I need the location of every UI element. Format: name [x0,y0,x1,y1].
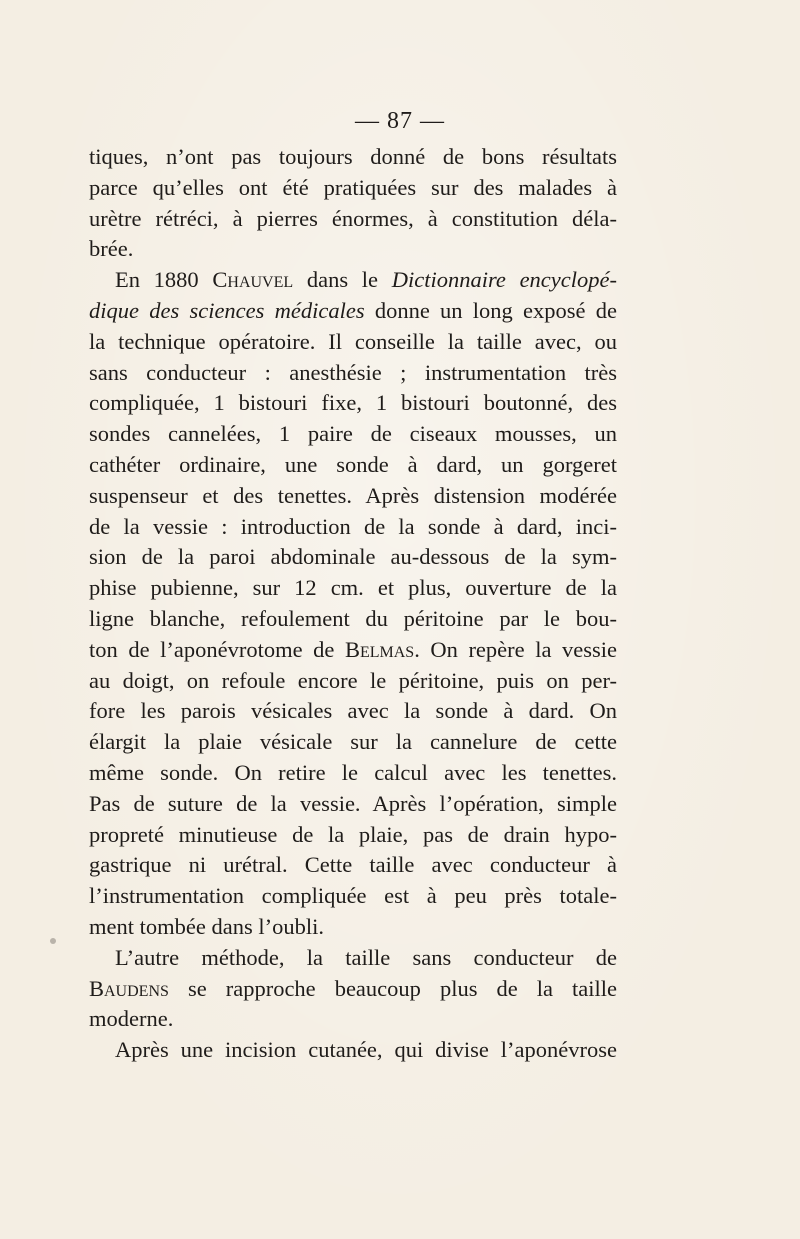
text-line [89,204,617,235]
text-line [89,604,617,635]
line-text: Après une incision cutanée, qui divise l’aponévrose [115,1037,617,1063]
text-line [89,265,617,296]
line-text: brée. [89,236,134,262]
text-line [89,573,617,604]
text-line [89,635,617,666]
text-line [89,881,617,912]
text-line [89,542,617,573]
line-text: sondes cannelées, 1 paire de ciseaux mousses, un [89,421,617,447]
text-line [89,696,617,727]
line-text: se rapproche beaucoup plus de la taille [168,975,617,1001]
line-text: au doigt, on refoule encore le péritoine, puis on per- [89,667,617,693]
line-text: Pas de suture de la vessie. Après l’opération, simple [89,790,617,816]
line-text: moderne. [89,1006,174,1032]
paper-speck [50,938,56,944]
line-text: même sonde. On retire le calcul avec les tenettes. [89,759,617,785]
text-line [89,327,617,358]
line-text: ment tombée dans l’oubli. [89,913,324,939]
text-line [89,912,617,943]
author-name: Chauvel [212,267,294,293]
line-text: sans conducteur : anesthésie ; instrumentation très [89,359,617,385]
text-line [89,820,617,851]
line-text: En 1880 [115,267,213,293]
line-text: ligne blanche, refoulement du péritoine par le bou- [89,605,617,631]
line-text: sion de la paroi abdominale au-dessous de la sym- [89,544,617,570]
text-line [89,789,617,820]
line-text: phise pubienne, sur 12 cm. et plus, ouverture de la [89,575,617,601]
line-text: compliquée, 1 bistouri fixe, 1 bistouri boutonné, des [89,390,617,416]
text-line [89,296,617,327]
text-line [89,1004,617,1035]
line-text: suspenseur et des tenettes. Après distension modérée [89,482,617,508]
line-text: tiques, n’ont pas toujours donné de bons résultats [89,144,617,169]
line-text: l’instrumentation compliquée est à peu près totale- [89,883,617,909]
text-line [89,727,617,758]
line-text: urètre rétréci, à pierres énormes, à constitution déla- [89,205,617,231]
body-text [89,142,617,1066]
text-line [89,1035,617,1066]
text-line [89,142,617,173]
page-number: — 87 — [355,108,445,134]
line-text: de la vessie : introduction de la sonde à dard, inci- [89,513,617,539]
line-text: donne un long exposé de [364,297,617,323]
line-text: fore les parois vésicales avec la sonde à dard. On [89,698,617,724]
text-line [89,481,617,512]
line-text: dans le [293,267,392,293]
book-title: dique des sciences médicales [89,297,365,323]
text-line [89,512,617,543]
book-title: Dictionnaire encyclopé- [391,267,618,293]
text-line [89,850,617,881]
text-line [89,419,617,450]
line-text: . On repère la vessie [414,636,617,662]
text-line [89,173,617,204]
text-line [89,974,617,1005]
author-name: Belmas [344,636,415,662]
line-text: cathéter ordinaire, une sonde à dard, un gorgeret [89,451,617,477]
line-text: gastrique ni urétral. Cette taille avec conducteur à [89,852,617,878]
line-text: la technique opératoire. Il conseille la taille avec, ou [89,328,617,354]
line-text: L’autre méthode, la taille sans conducteur de [115,944,617,970]
text-line [89,358,617,389]
text-line [89,943,617,974]
text-line [89,388,617,419]
text-line [89,234,617,265]
line-text: ton de l’aponévrotome de [89,636,345,662]
line-text: élargit la plaie vésicale sur la cannelure de cette [89,729,617,755]
line-text: parce qu’elles ont été pratiquées sur des malades à [89,174,617,200]
author-name: Baudens [89,975,169,1001]
text-line [89,450,617,481]
text-line [89,758,617,789]
line-text: propreté minutieuse de la plaie, pas de drain hypo- [89,821,617,847]
text-line [89,666,617,697]
